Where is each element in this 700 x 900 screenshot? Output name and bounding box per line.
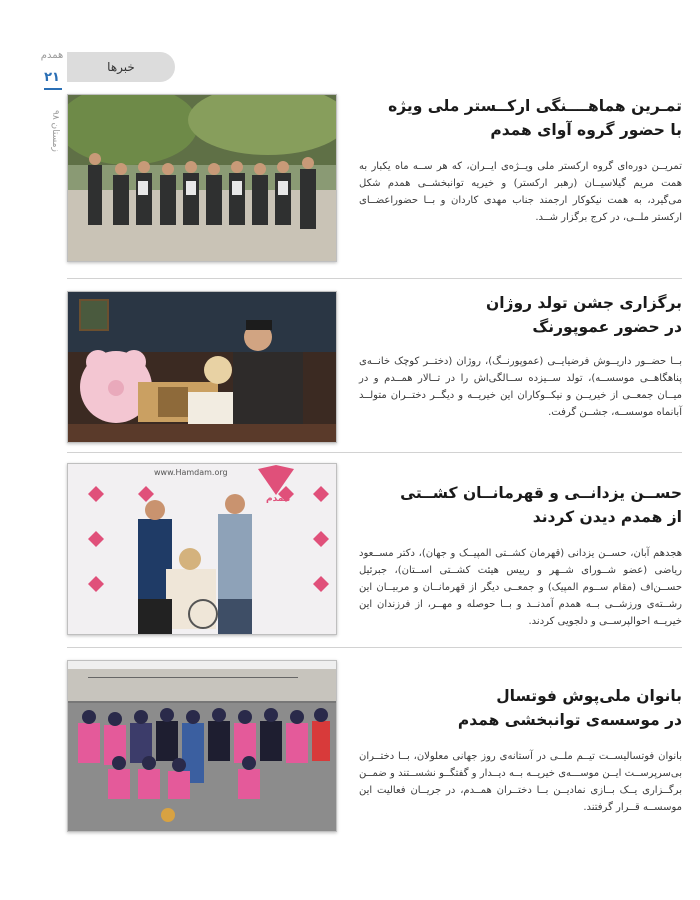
page-number: ۲۱ [44,70,60,85]
news-title-line: از همدم دیدن کردند [532,508,682,526]
news-title-line: تمـرین هماهــــنگی ارکــستر ملی ویژه [388,97,682,115]
news-body: تمریــن دوره‌ای گروه ارکستر ملی ویــژه‌ی ایــران، که هر ســه ماه یکبار به همت مریم گیلاسیــان (رهبر ارکستر) و خیریه توانبخشــی همدم شکل می‌گیرد، به همت نیکوکار ارجمند جناب مهدی کاردان و بــا حضوراعضــای ارکستر ملــی، در کرج برگزار شــد. [359,161,682,223]
news-text [359,94,682,226]
news-title [359,94,682,142]
news-title-line: با حضور گروه آوای همدم [490,121,682,139]
news-text [359,463,682,630]
issue-date: زمستان ۹۸ [50,110,60,152]
news-divider [67,278,682,279]
news-title-line: برگزاری جشن تولد روژان [486,294,682,312]
news-title-line: حســن یزدانــی و قهرمانــان کشــتی [400,484,682,502]
futsal-team-photo [67,660,337,832]
backdrop-logo-text: همدم [266,494,291,504]
section-tab [67,52,175,82]
news-divider [67,452,682,453]
birthday-party-photo [67,291,337,443]
news-title [359,684,682,732]
news-body: هجدهم آبان، حســن یزدانی (قهرمان کشــتی المپیــک و جهان)، دکتر مســعود ریاضی (عضو شــورای شــهر و رییس هیئت کشــتی اســتان)، جبرئیل حســن‌اف (مقام ســوم المپیک) و جمعــی دیگر از قهرمانــان و مربیــان این رشــته‌ی ورزشــی بــه همدم آمدنــد و بــا حوصله و مهــر، از فرزندان این خیریــه احوالپرســی و دلجویی کردند. [359,548,682,627]
news-title [359,291,682,339]
news-body: بــا حضــور داریــوش فرضیایــی (عموپورنــگ)، روژان (دختــر کوچک خانــه‌ی پناهگاهــی موسســه)، تولد ســیزده ســالگی‌اش را در تــالار همــدم و در میــان جمعــی از خیریــن و نیکــوکاران این خیریــه و دیگــر دختــران متولــد آبانماه موسســه، جشــن گرفت. [359,356,682,418]
orchestra-group-photo [67,94,337,262]
magazine-logo: همدم [40,50,64,61]
news-body: بانوان فوتسالیســت تیــم ملــی در آستانه‌ی روز جهانی معلولان، بــا دختــران بی‌سرپرســت ایــن موســـه‌ی خیریــه بــه دیــدار و گفتگــو نشســتند و ضمــن برگــزاری یــک بــازی نمادیــن بــا دختــران همــدم، در جریــان فعالیت این موسســه قــرار گرفتند. [359,751,682,813]
news-title-line: در حضور عموپورنگ [532,318,682,336]
news-divider [67,647,682,648]
news-title-line: بانوان ملی‌پوش فوتسال [496,687,682,705]
wrestlers-visit-photo [67,463,337,635]
news-title [359,481,682,529]
news-text [359,291,682,421]
section-label: خبرها [107,60,135,74]
news-text [359,660,682,816]
news-title-line: در موسسه‌ی توانبخشی همدم [457,711,682,729]
page-number-underline [44,88,62,90]
website-url: www.Hamdam.org [154,468,228,477]
